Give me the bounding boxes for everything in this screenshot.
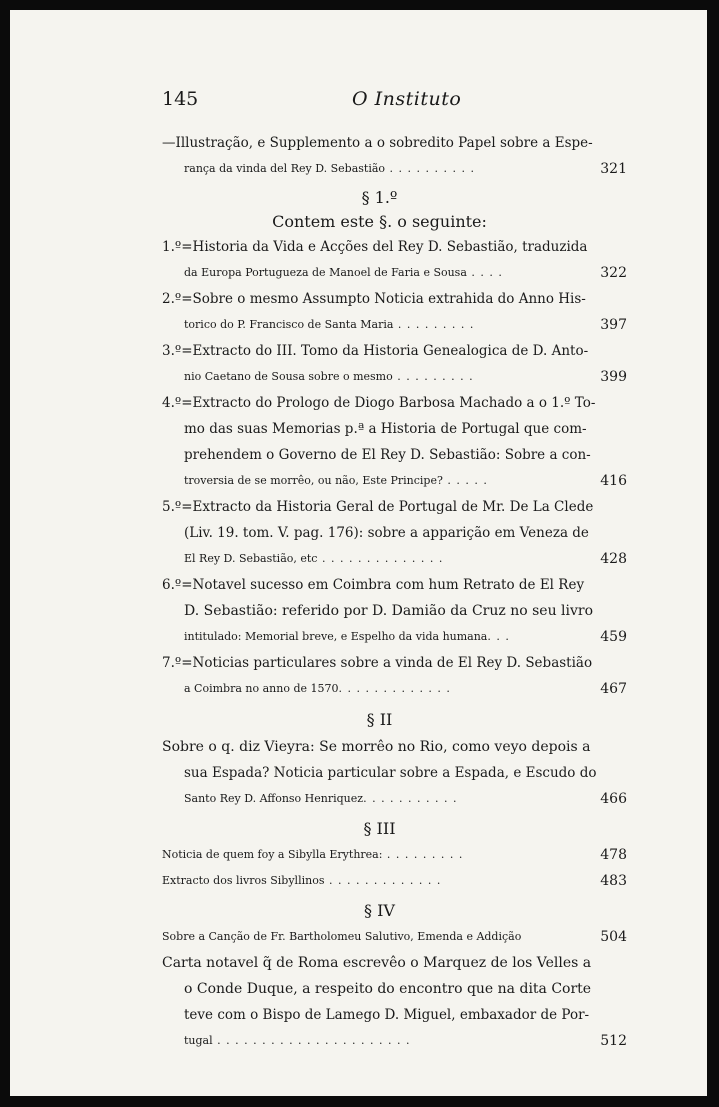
toc-line: sua Espada? Noticia particular sobre a Espada, e Escudo do <box>184 765 597 781</box>
toc-line: a Coimbra no anno de 1570. . . . . . . . . . . . . 467 <box>184 681 627 697</box>
toc-line: Noticia de quem foy a Sibylla Erythrea: . . . . . . . . . 478 <box>162 847 627 863</box>
toc-line: 6.º=Notavel sucesso em Coimbra com hum Retrato de El Rey <box>162 577 585 593</box>
toc-line: 7.º=Noticias particulares sobre a vinda de El Rey D. Sebastião <box>162 655 593 671</box>
toc-line: Sobre a Canção de Fr. Bartholomeu Salutivo, Emenda e Addição 504 <box>162 929 627 945</box>
toc-line: rança da vinda del Rey D. Sebastião . . . . . . . . . . 321 <box>184 161 627 177</box>
toc-line: El Rey D. Sebastião, etc . . . . . . . . . . . . . . 428 <box>184 551 627 567</box>
book-page <box>10 10 707 1096</box>
toc-line: Extracto dos livros Sibyllinos . . . . . . . . . . . . . 483 <box>162 873 627 889</box>
section-intro: Contem este §. o seguinte: <box>272 212 487 231</box>
page-number: 145 <box>162 88 199 110</box>
toc-line: D. Sebastião: referido por D. Damião da Cruz no seu livro <box>184 603 594 619</box>
toc-line: nio Caetano de Sousa sobre o mesmo . . . . . . . . . 399 <box>184 369 627 385</box>
toc-line: mo das suas Memorias p.ª a Historia de Portugal que com- <box>184 421 587 437</box>
section-heading: § III <box>363 819 396 838</box>
toc-line: Santo Rey D. Affonso Henriquez. . . . . . . . . . . 466 <box>184 791 627 807</box>
toc-line: o Conde Duque, a respeito do encontro que na dita Corte <box>184 981 592 997</box>
toc-line: Sobre o q. diz Vieyra: Se morrêo no Rio, como veyo depois a <box>162 739 591 755</box>
toc-line: 4.º=Extracto do Prologo de Diogo Barbosa Machado a o 1.º To- <box>162 395 596 411</box>
toc-line: —Illustração, e Supplemento a o sobredito Papel sobre a Espe- <box>162 135 593 151</box>
running-head: O Instituto <box>352 88 462 110</box>
toc-line: Carta notavel q̃ de Roma escrevêo o Marquez de los Velles a <box>162 955 592 971</box>
toc-line: torico do P. Francisco de Santa Maria . . . . . . . . . 397 <box>184 317 627 333</box>
toc-line: troversia de se morrêo, ou não, Este Principe? . . . . . 416 <box>184 473 627 489</box>
toc-line: da Europa Portugueza de Manoel de Faria e Sousa . . . . 322 <box>184 265 627 281</box>
toc-line: 5.º=Extracto da Historia Geral de Portugal de Mr. De La Clede <box>162 499 594 515</box>
toc-line: (Liv. 19. tom. V. pag. 176): sobre a apparição em Veneza de <box>184 525 589 541</box>
toc-line: 2.º=Sobre o mesmo Assumpto Noticia extrahida do Anno His- <box>162 291 586 307</box>
toc-line: 1.º=Historia da Vida e Acções del Rey D. Sebastião, traduzida <box>162 239 588 255</box>
section-heading: § 1.º <box>361 188 398 207</box>
toc-line: intitulado: Memorial breve, e Espelho da vida humana. . . 459 <box>184 629 627 645</box>
toc-line: 3.º=Extracto do III. Tomo da Historia Genealogica de D. Anto- <box>162 343 589 359</box>
section-heading: § II <box>366 710 393 729</box>
toc-line: prehendem o Governo de El Rey D. Sebastião: Sobre a con- <box>184 447 591 463</box>
page-header <box>162 88 597 112</box>
toc-line: tugal . . . . . . . . . . . . . . . . . . . . . . 512 <box>184 1033 627 1049</box>
toc-line: teve com o Bispo de Lamego D. Miguel, embaxador de Por- <box>184 1007 590 1023</box>
section-heading: § IV <box>364 901 395 920</box>
